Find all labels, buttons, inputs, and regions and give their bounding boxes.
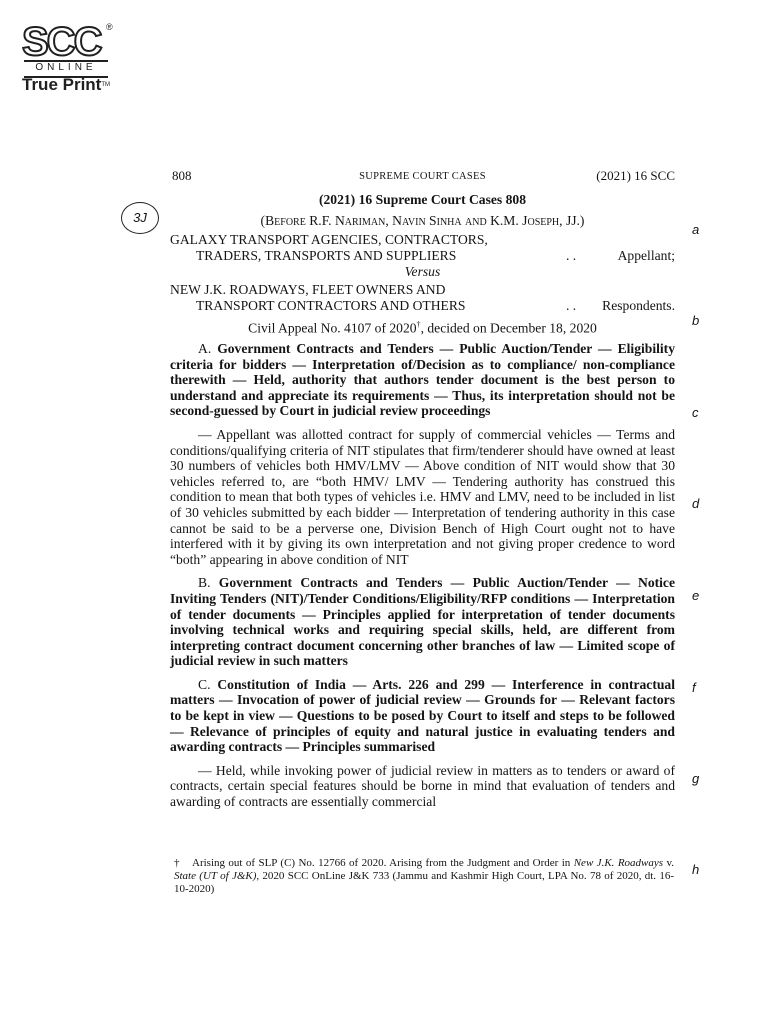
footnote-text-3: , 2020 SCC OnLine J&K 733 (Jammu and Kashmir High Court, LPA No. 78 of 2020, dt. 16-10-2020)	[174, 870, 674, 895]
appellant-name-line2-text: TRADERS, TRANSPORTS AND SUPPLIERS	[196, 247, 457, 263]
respondent-name-line2-text: TRANSPORT CONTRACTORS AND OTHERS	[196, 297, 466, 313]
appellant-role: Appellant;	[617, 247, 675, 263]
headnote-b	[170, 575, 675, 669]
respondent-role: Respondents.	[602, 297, 675, 313]
bench-stamp: 3J	[121, 202, 159, 234]
scc-online-logo	[20, 22, 130, 92]
page-number: 808	[172, 168, 192, 183]
headnote-b-text: Government Contracts and Tenders — Public Auction/Tender — Notice Inviting Tenders (NIT)/Tender Conditions/Eligibility/RFP conditions — Interpretation of tender documents — Principles applied for interpretation of tender documents involving technical works and requiring special skills, held, are different from interpreting contract document concerning other branches of law — Limited scope of judicial review in such matters	[170, 575, 676, 669]
bench-before: Before	[265, 213, 306, 228]
bench-open-paren: (	[260, 213, 266, 228]
headnote-c	[170, 677, 675, 755]
margin-letter-c: c	[692, 405, 699, 420]
footnote-mark: †	[174, 857, 180, 869]
logo-tm-mark: TM	[101, 82, 111, 88]
logo-true-print	[22, 76, 110, 94]
appellant-dots: . .	[566, 247, 577, 263]
bench-close-paren: )	[579, 213, 585, 228]
margin-letter-b: b	[692, 313, 700, 328]
appeal-decided: , decided on December 18, 2020	[420, 320, 597, 336]
bench-judges: R.F. Nariman, Navin Sinha and K.M. Joseph, JJ.	[309, 213, 580, 228]
appeal-line	[170, 317, 675, 336]
logo-online-text: ONLINE	[24, 60, 108, 78]
footnote-text-1: Arising out of SLP (C) No. 12766 of 2020. Arising from the Judgment and Order in	[192, 857, 574, 869]
appeal-footnote-mark: †	[416, 320, 421, 329]
volume-citation: (2021) 16 SCC	[596, 168, 675, 183]
respondent-name-line2	[170, 298, 675, 314]
appellant-name-line2	[170, 248, 675, 264]
headnote-b-label: B.	[198, 575, 211, 591]
logo-true-print-text: True Print	[22, 75, 102, 94]
margin-letter-g: g	[692, 771, 700, 786]
paragraph-c: — Held, while invoking power of judicial review in matters as to tenders or award of contracts, certain special features should be borne in mind that evaluation of tenders and awarding of contracts are essentially commercial	[170, 762, 675, 810]
footnote-respondent-name: State (UT of J&K)	[174, 870, 257, 882]
bench-line	[170, 213, 675, 229]
footnote-case-name: New J.K. Roadways	[573, 857, 664, 869]
headnote-a	[170, 341, 675, 419]
headnote-a-text: Government Contracts and Tenders — Public Auction/Tender — Eligibility criteria for bidders — Interpretation of/Decision as to compliance/ non-compliance therewith — Held, authority that authors tender document is the best person to understand and appreciate its requirements — Thus, its interpretation should not be second-guessed by Court in judicial review proceedings	[170, 341, 675, 419]
margin-letter-d: d	[692, 496, 700, 511]
versus-label: Versus	[404, 264, 441, 279]
appellant-block	[170, 232, 675, 263]
footnote-text-2: v.	[663, 857, 674, 869]
logo-registered-mark: ®	[106, 22, 113, 32]
respondent-dots: . .	[566, 297, 577, 313]
respondent-block	[170, 282, 675, 313]
appellant-name-line1: GALAXY TRANSPORT AGENCIES, CONTRACTORS,	[170, 232, 488, 247]
case-citation: (2021) 16 Supreme Court Cases 808	[318, 192, 527, 207]
headnote-a-label: A.	[198, 341, 212, 356]
logo-scc-text: SCC	[22, 20, 101, 64]
paragraph-a: — Appellant was allotted contract for supply of commercial vehicles — Terms and conditions/qualifying criteria of NIT stipulates that firm/tenderer should have owned at least 30 numbers of vehicles both HMV/LMV — Above condition of NIT would show that 30 vehicles referred to, are “both HMV/ LMV — Tendering authority has construed this condition to mean that both types of vehicles i.e. HMV and LMV, need to be included in list of 30 vehicles submitted by each bidder — Interpretation of tendering authority in this case cannot be said to be a perverse one, Division Bench of High Court ought not to have interfered with it by giving its own interpretation and not giving proper credence to word “both” appearing in above condition of NIT	[170, 426, 675, 567]
margin-letter-h: h	[692, 862, 700, 877]
headnote-c-text: Constitution of India — Arts. 226 and 299 — Interference in contractual matters — Invocation of power of judicial review — Grounds for — Relevant factors to be kept in view — Questions to be posed by Court to itself and steps to be followed — Relevance of principles of equity and natural justice in evaluating tenders and awarding contracts — Principles summarised	[170, 676, 675, 755]
footnote	[174, 857, 674, 896]
margin-letter-a: a	[692, 222, 700, 237]
headnotes	[170, 341, 675, 818]
margin-letter-f: f	[692, 680, 696, 695]
journal-name: SUPREME COURT CASES	[359, 171, 486, 182]
margin-letter-e: e	[692, 588, 700, 603]
headnote-c-label: C.	[198, 676, 211, 692]
respondent-name-line1: NEW J.K. ROADWAYS, FLEET OWNERS AND	[170, 282, 446, 297]
appeal-text: Civil Appeal No. 4107 of 2020	[248, 320, 417, 336]
